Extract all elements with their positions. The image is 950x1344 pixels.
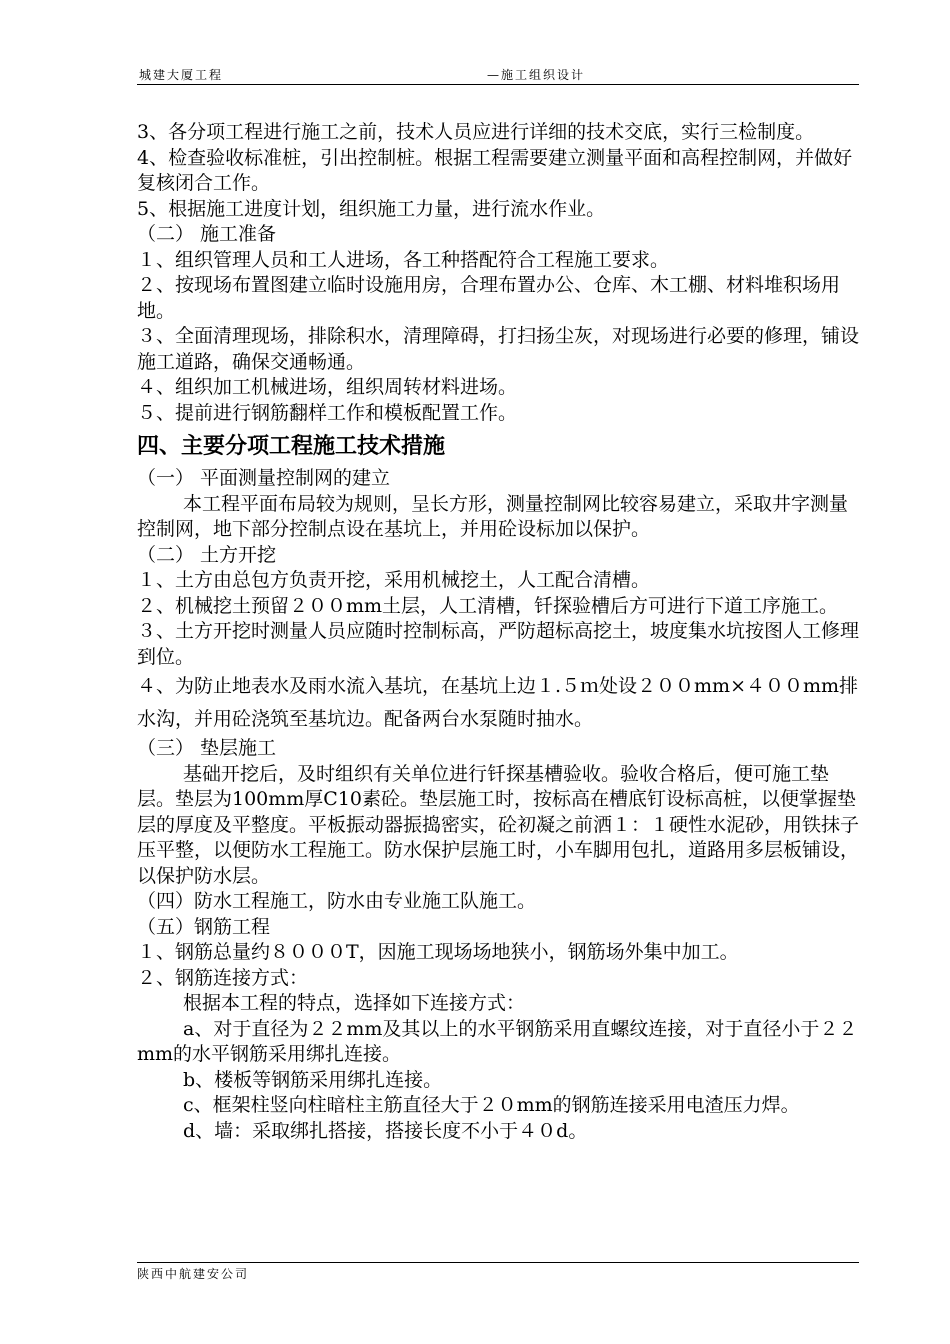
paragraph: １、钢筋总量约８０００T，因施工现场场地狭小，钢筋场外集中加工。 — [137, 941, 739, 963]
list-item: d、墙：采取绑扎搭接，搭接长度不小于４０d。 — [183, 1119, 588, 1142]
subsection-heading: （二） 土方开挖 — [137, 543, 277, 566]
paragraph: 根据本工程的特点，选择如下连接方式： — [183, 992, 526, 1014]
paragraph: ２、机械挖土预留２００mm土层，人工清槽，钎探验槽后方可进行下道工序施工。 — [137, 594, 839, 617]
subsection-heading: （四）防水工程施工，防水由专业施工队施工。 — [137, 890, 537, 912]
list-item: a、对于直径为２２mm及其以上的水平钢筋采用直螺纹连接，对于直径小于２２mm的水平钢筋采用绑扎连接。 — [137, 1017, 858, 1065]
list-item: c、框架柱竖向柱暗柱主筋直径大于２０mm的钢筋连接采用电渣压力焊。 — [183, 1094, 800, 1116]
paragraph: ３、土方开挖时测量人员应随时控制标高，严防超标高挖土，坡度集水坑按图人工修理到位。 — [137, 620, 860, 668]
subsection-heading: （五）钢筋工程 — [137, 915, 271, 938]
paragraph: 本工程平面布局较为规则，呈长方形，测量控制网比较容易建立，采取井字测量控制网，地下部分控制点设在基坑上，并用砼设标加以保护。 — [137, 492, 849, 540]
paragraph: 4、检查验收标准桩，引出控制桩。根据工程需要建立测量平面和高程控制网，并做好复核闭合工作。 — [137, 146, 853, 194]
section-heading: 四、主要分项工程施工技术措施 — [137, 434, 446, 459]
paragraph: １、组织管理人员和工人进场，各工种搭配符合工程施工要求。 — [137, 248, 670, 271]
footer-company-name: 陕西中航建安公司 — [137, 1267, 250, 1281]
subsection-heading: （一） 平面测量控制网的建立 — [137, 467, 391, 489]
list-item: b、楼板等钢筋采用绑扎连接。 — [183, 1068, 443, 1091]
header-document-title: —施工组织设计 — [487, 68, 586, 82]
paragraph: 3、各分项工程进行施工之前，技术人员应进行详细的技术交底，实行三检制度。 — [137, 121, 815, 143]
paragraph: １、土方由总包方负责开挖，采用机械挖土，人工配合清槽。 — [137, 569, 651, 591]
paragraph: ２、钢筋连接方式： — [137, 966, 309, 989]
paragraph: ４、为防止地表水及雨水流入基坑，在基坑上边１.５ｍ处设２００mm×４００mm排水沟，并用砼浇筑至基坑边。配备两台水泵随时抽水。 — [137, 675, 859, 730]
document-body — [137, 120, 859, 1144]
paragraph: ３、全面清理现场，排除积水，清理障碍，打扫扬尘灰，对现场进行必要的修理，铺设施工道路，确保交通畅通。 — [137, 325, 860, 373]
page-footer — [137, 1262, 859, 1282]
subsection-heading: （三） 垫层施工 — [137, 737, 277, 759]
paragraph: ５、提前进行钢筋翻样工作和模板配置工作。 — [137, 401, 518, 424]
page-header — [137, 60, 859, 85]
paragraph: ４、组织加工机械进场，组织周转材料进场。 — [137, 376, 518, 398]
subsection-heading: （二） 施工准备 — [137, 223, 277, 245]
paragraph: ２、按现场布置图建立临时设施用房，合理布置办公、仓库、木工棚、材料堆积场用地。 — [137, 274, 841, 322]
header-project-name: 城建大厦工程 — [139, 68, 224, 82]
paragraph: 5、根据施工进度计划，组织施工力量，进行流水作业。 — [137, 197, 606, 220]
paragraph: 基础开挖后，及时组织有关单位进行钎探基槽验收。验收合格后，便可施工垫层。垫层为100mm厚C10素砼。垫层施工时，按标高在槽底钉设标高桩，以便掌握垫层的厚度及平整度。平板振动器振捣密实，砼初凝之前洒１：１硬性水泥砂，用铁抹子压平整，以便防水工程施工。防水保护层施工时，小车脚用包扎，道路用多层板铺设，以保护防水层。 — [137, 762, 860, 887]
